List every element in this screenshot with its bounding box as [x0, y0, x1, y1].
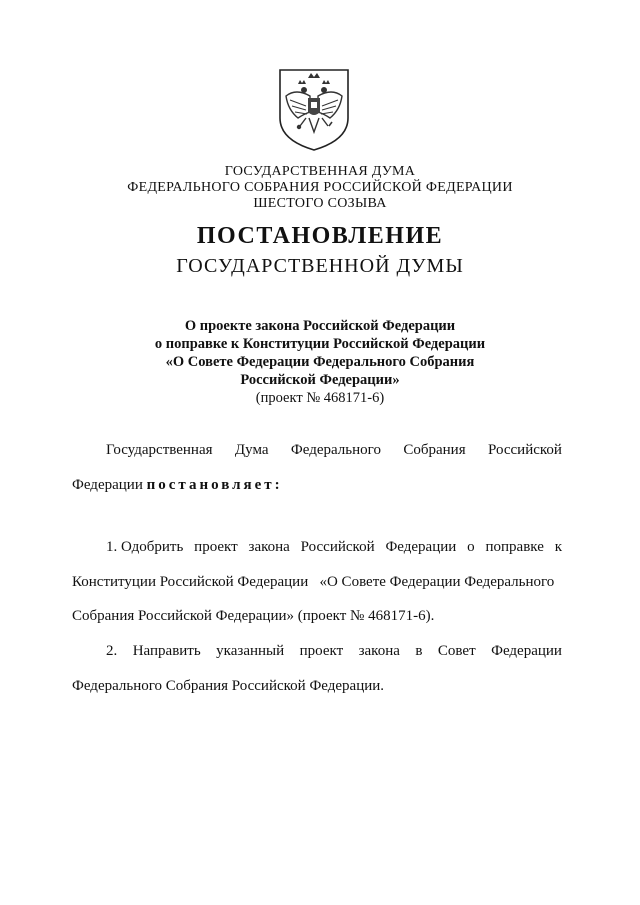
item-2-word: Федерации — [491, 643, 562, 659]
subject-line-3: «О Совете Федерации Федерального Собрания — [165, 354, 475, 370]
intro-word: Собрания — [403, 442, 466, 458]
item-1-line-1 — [106, 538, 562, 556]
item-2-word: Совет — [437, 643, 476, 659]
intro-word: Дума — [234, 442, 269, 458]
item-1-word: проект — [194, 539, 238, 555]
intro-word: Федерального — [290, 442, 381, 458]
item-1-word: 1. Одобрить — [106, 539, 184, 555]
item-1-word: закона — [248, 539, 290, 555]
item-1-word: Федерации — [385, 539, 457, 555]
item-1-line-2: Конституции Российской Федерации «О Совете Федерации Федерального — [72, 574, 555, 590]
item-1-word: о — [467, 539, 475, 555]
subject-line-2: о поправке к Конституции Российской Федерации — [154, 336, 486, 352]
item-2-word: Направить — [132, 643, 201, 659]
intro-word: Федерации — [72, 477, 143, 493]
header-line-2: ФЕДЕРАЛЬНОГО СОБРАНИЯ РОССИЙСКОЙ ФЕДЕРАЦИИ — [127, 180, 513, 195]
item-2-line-1 — [106, 642, 562, 660]
item-1-word: поправке — [485, 539, 544, 555]
intro-word: Государственная — [106, 442, 213, 458]
item-1-word: Российской — [300, 539, 375, 555]
item-2-word: в — [415, 643, 423, 659]
subject-line-4: Российской Федерации» — [240, 372, 400, 388]
coat-of-arms-icon — [276, 66, 352, 152]
item-2-word: указанный — [216, 643, 285, 659]
item-1-word: к — [554, 539, 562, 555]
item-1-line-3: Собрания Российской Федерации» (проект № 468171-6). — [72, 608, 435, 624]
header-line-3: ШЕСТОГО СОЗЫВА — [253, 196, 387, 211]
document-subtitle: ГОСУДАРСТВЕННОЙ ДУМЫ — [176, 255, 464, 277]
intro-word: Российской — [488, 442, 562, 458]
item-2-word: 2. — [106, 643, 118, 659]
bill-number: (проект № 468171-6) — [255, 390, 385, 406]
item-2-line-2: Федерального Собрания Российской Федерации. — [72, 678, 385, 694]
item-2-word: проект — [299, 643, 344, 659]
subject-line-1: О проекте закона Российской Федерации — [184, 318, 456, 334]
intro-line-2 — [72, 476, 562, 494]
document-title: ПОСТАНОВЛЕНИЕ — [196, 223, 444, 249]
header-line-1: ГОСУДАРСТВЕННАЯ ДУМА — [224, 164, 416, 179]
decree-word: постановляет: — [146, 477, 283, 493]
intro-line-1 — [106, 441, 562, 459]
item-2-word: закона — [358, 643, 400, 659]
